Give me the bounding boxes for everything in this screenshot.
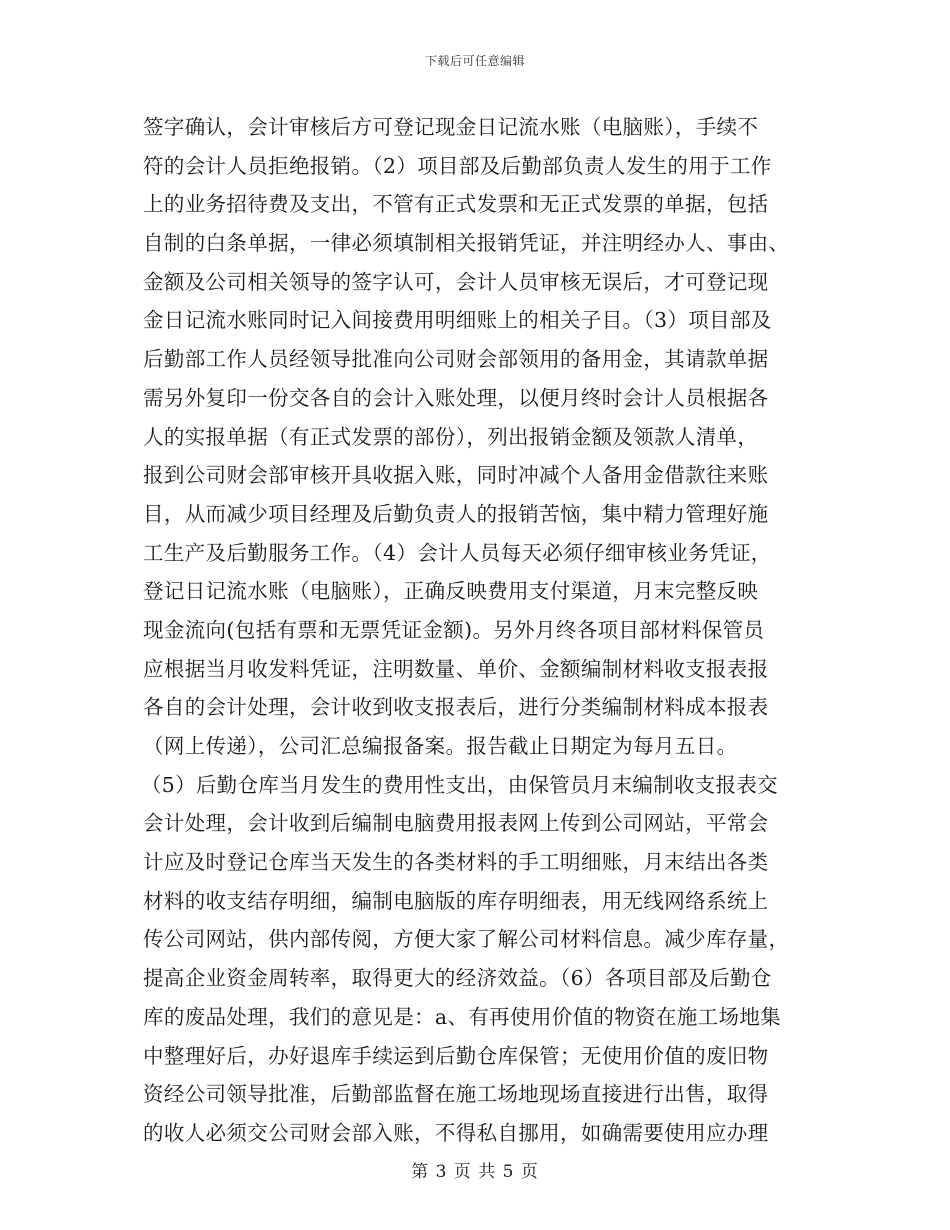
page-header: 下载后可任意编辑 — [424, 54, 525, 68]
text-line: 登记日记流水账（电脑账），正确反映费用支付渠道，月末完整反映 — [143, 579, 759, 604]
text-line: 自制的白条单据，一律必须填制相关报销凭证，并注明经办人、事由、 — [143, 231, 790, 256]
text-line: 计应及时登记仓库当天发生的各类材料的手工明细账，月末结出各类 — [143, 850, 769, 875]
text-line: 库的废品处理，我们的意见是：a、有再使用价值的物资在施工场地集 — [143, 1004, 782, 1029]
text-line: 应根据当月收发料凭证，注明数量、单价、金额编制材料收支报表报 — [143, 656, 769, 681]
text-line: （5）后勤仓库当月发生的费用性支出，由保管员月末编制收支报表交 — [141, 772, 778, 797]
text-line: 的收人必须交公司财会部入账，不得私自挪用，如确需要使用应办理 — [143, 1120, 769, 1145]
text-line: 会计处理，会计收到后编制电脑费用报表网上传到公司网站，平常会 — [143, 811, 769, 836]
text-line: 金额及公司相关领导的签字认可，会计人员审核无误后，才可登记现 — [143, 269, 769, 294]
text-line: 后勤部工作人员经领导批准向公司财会部领用的备用金，其请款单据 — [143, 347, 769, 372]
text-line: 工生产及后勤服务工作。（4）会计人员每天必须仔细审核业务凭证， — [143, 540, 772, 565]
text-line: 符的会计人员拒绝报销。（2）项目部及后勤部负责人发生的用于工作 — [143, 153, 772, 178]
text-line: 报到公司财会部审核开具收据入账，同时冲减个人备用金借款往来账 — [143, 463, 769, 488]
text-line: 材料的收支结存明细，编制电脑版的库存明细表，用无线网络系统上 — [143, 888, 769, 913]
text-line: （网上传递），公司汇总编报备案。报告截止日期定为每月五日。 — [143, 734, 738, 758]
text-line: 提高企业资金周转率，取得更大的经济效益。（6）各项目部及后勤仓 — [143, 966, 772, 991]
text-line: 签字确认，会计审核后方可登记现金日记流水账（电脑账），手续不 — [143, 115, 759, 139]
text-line: 需另外复印一份交各自的会计入账处理，以便月终时会计人员根据各 — [143, 385, 769, 410]
text-line: 资经公司领导批准，后勤部监督在施工场地现场直接进行出售，取得 — [143, 1082, 769, 1107]
text-line: 人的实报单据（有正式发票的部份），列出报销金额及领款人清单， — [143, 424, 759, 449]
body-text — [143, 108, 811, 1153]
text-line: 传公司网站，供内部传阅，方便大家了解公司材料信息。减少库存量， — [143, 927, 790, 952]
text-line: 中整理好后，办好退库手续运到后勤仓库保管；无使用价值的废旧物 — [143, 1043, 769, 1068]
text-line: 现金流向(包括有票和无票凭证金额)。另外月终各项目部材料保管员 — [143, 617, 765, 642]
text-line: 目，从而减少项目经理及后勤负责人的报销苦恼，集中精力管理好施 — [143, 501, 769, 526]
text-line: 金日记流水账同时记入间接费用明细账上的相关子目。（3）项目部及 — [143, 308, 772, 333]
text-line: 上的业务招待费及支出，不管有正式发票和无正式发票的单据，包括 — [143, 192, 769, 217]
text-line: 各自的会计处理，会计收到收支报表后，进行分类编制材料成本报表 — [143, 695, 769, 720]
page-footer: 第 3 页 共 5 页 — [411, 1162, 539, 1182]
